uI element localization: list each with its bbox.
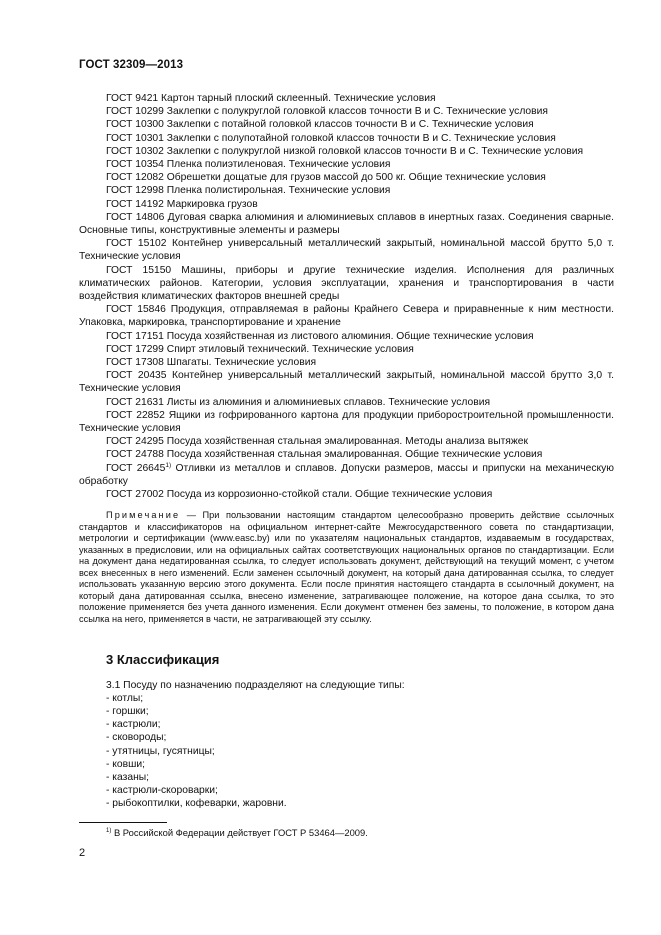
reference-item (79, 132, 614, 145)
reference-code: ГОСТ 15150 (106, 264, 172, 276)
list-item: - ковши; (106, 758, 145, 770)
reference-item (79, 171, 614, 184)
reference-code: ГОСТ 22852 (106, 409, 165, 421)
reference-code: ГОСТ 10300 (106, 119, 164, 131)
reference-item (79, 396, 614, 409)
footnote (106, 827, 368, 838)
reference-item (79, 118, 614, 131)
list-item: - кастрюли; (106, 719, 161, 731)
page-number: 2 (79, 847, 86, 859)
reference-title: Пленка полистирольная. Технические условия (166, 185, 391, 197)
reference-item (79, 237, 614, 263)
reference-item (79, 145, 614, 158)
list-item: - сковороды; (106, 732, 167, 744)
reference-title: Заклепки с полупотайной головкой классов точности В и С. Технические условия (166, 132, 556, 144)
document-header: ГОСТ 32309—2013 (79, 59, 184, 71)
reference-code: ГОСТ 26645 (106, 462, 166, 474)
list-item: - утятницы, гусятницы; (106, 745, 215, 757)
reference-code: ГОСТ 24295 (106, 436, 164, 448)
reference-item (79, 448, 614, 461)
reference-code: ГОСТ 9421 (106, 93, 159, 104)
note-paragraph (79, 510, 614, 625)
reference-title: Посуда хозяйственная стальная эмалированная. Общие технические условия (166, 449, 543, 461)
reference-code: ГОСТ 15846 (106, 304, 166, 316)
reference-code: ГОСТ 20435 (106, 370, 167, 382)
reference-title: Листы из алюминия и алюминиевых сплавов. Технические условия (166, 396, 491, 408)
reference-code: ГОСТ 10299 (106, 106, 164, 118)
reference-title: Посуда из коррозионно-стойкой стали. Общие технические условия (166, 489, 493, 501)
reference-code: ГОСТ 10302 (106, 145, 164, 157)
note-label: Примечание (106, 510, 181, 521)
reference-item (79, 343, 614, 356)
reference-code: ГОСТ 24788 (106, 449, 164, 461)
reference-code: ГОСТ 10354 (106, 159, 164, 171)
reference-code: ГОСТ 27002 (106, 489, 164, 501)
reference-title: Контейнер универсальный металлический закрытый, номинальной массой брутто 3,0 т. Технические условия (79, 370, 614, 395)
list-item: - казаны; (106, 771, 150, 783)
reference-code: ГОСТ 12998 (106, 185, 164, 197)
reference-title: Маркировка грузов (166, 198, 258, 210)
reference-item (79, 488, 614, 501)
reference-code: ГОСТ 12082 (106, 172, 164, 184)
list-item: - кастрюли-скороварки; (106, 785, 218, 797)
reference-title: Посуда хозяйственная стальная эмалированная. Методы анализа вытяжек (166, 436, 529, 448)
document-body (79, 92, 614, 811)
reference-item (79, 409, 614, 435)
footnote-divider (79, 822, 167, 823)
reference-code: ГОСТ 17151 (106, 330, 164, 342)
reference-item (79, 303, 614, 329)
reference-item (79, 330, 614, 343)
reference-item (79, 158, 614, 171)
reference-item (79, 369, 614, 395)
reference-code: ГОСТ 10301 (106, 132, 164, 144)
note-text: — При пользовании настоящим стандартом целесообразно проверить действие ссылочных стандартов и классификаторов на официальном интернет-сайте Межгосударственного совета по стандартизации, метрологии и сертификации (www.easc.by) или по указателям национальных стандартов, издаваемым в государствах, указанных в предисловии, или на официальных сайтах соответствующих национальных органов по стандартизации. Если на документ дана недатированная ссылка, то следует использовать документ, действующий на текущий момент, с учетом всех внесенных в него изменений. Если заменен ссылочный документ, на который дана датированная ссылка, то следует использовать указанную версию этого документа. Если после принятия настоящего стандарта в ссылочный документ, на который дана датированная ссылка, внесено изменение, затрагивающее положение, на которое дана ссылка, то это положение применяется без учета данного изменения. Если документ отменен без замены, то положение, в котором дана ссылка на него, применяется в части, не затрагивающей эту ссылку. (79, 510, 614, 624)
reference-item (79, 105, 614, 118)
reference-item (79, 462, 614, 488)
normative-references-list (79, 92, 614, 501)
reference-item (79, 211, 614, 237)
reference-code: ГОСТ 14192 (106, 198, 164, 210)
reference-item (79, 356, 614, 369)
reference-item (79, 92, 614, 105)
list-item: - горшки; (106, 705, 149, 717)
reference-code: ГОСТ 21631 (106, 396, 164, 408)
reference-title: Заклепки с потайной головкой классов точности В и С. Технические условия (166, 119, 534, 131)
reference-title: Посуда хозяйственная из листового алюминия. Общие технические условия (166, 330, 534, 342)
reference-title: Шпагаты. Технические условия (166, 357, 317, 369)
reference-title: Дуговая сварка алюминия и алюминиевых сплавов в инертных газах. Соединения сварные. Основные типы, конструктивные элементы и размеры (79, 211, 614, 237)
reference-code: ГОСТ 17308 (106, 357, 164, 369)
reference-item (79, 264, 614, 304)
reference-title: Продукция, отправляемая в районы Крайнего Севера и приравненные к ним местности. Упаковка, маркировка, транспортирование и хранение (79, 304, 614, 329)
footnote-text: В Российской Федерации действует ГОСТ Р 53464—2009. (113, 827, 368, 838)
list-item: - рыбокоптилки, кофеварки, жаровни. (106, 798, 287, 810)
reference-title: Отливки из металлов и сплавов. Допуски размеров, массы и припуски на механическую обработку (79, 462, 614, 487)
footnote-ref-mark: 1) (165, 461, 172, 469)
reference-item (79, 435, 614, 448)
reference-title: Заклепки с полукруглой низкой головкой классов точности В и С. Технические условия (166, 145, 584, 157)
reference-title: Заклепки с полукруглой головкой классов точности В и С. Технические условия (166, 106, 548, 118)
reference-item (79, 198, 614, 211)
reference-code: ГОСТ 14806 (106, 211, 165, 223)
footnote-mark: 1) (106, 828, 112, 834)
reference-title: Контейнер универсальный металлический закрытый, номинальной массой брутто 5,0 т. Технические условия (79, 238, 614, 263)
reference-code: ГОСТ 15102 (106, 238, 167, 250)
reference-title: Картон тарный плоский склеенный. Технические условия (161, 93, 436, 104)
reference-title: Ящики из гофрированного картона для продукции приборостроительной промышленности. Технические условия (79, 409, 614, 435)
section-intro: 3.1 Посуду по назначению подразделяют на следующие типы: (106, 679, 405, 691)
reference-item (79, 184, 614, 197)
list-item: - котлы; (106, 692, 144, 704)
reference-title: Машины, приборы и другие технические изделия. Исполнения для различных климатических районов. Категории, условия эксплуатации, хранения и транспортирования в части воздействия климатических факторов внешней среды (79, 264, 614, 303)
reference-title: Обрешетки дощатые для грузов массой до 500 кг. Общие технические условия (166, 172, 546, 184)
reference-title: Пленка полиэтиленовая. Технические условия (166, 159, 391, 171)
cookware-types-list (106, 692, 614, 811)
reference-title: Спирт этиловый технический. Технические условия (166, 343, 414, 355)
section-title: 3 Классификация (106, 652, 220, 668)
reference-code: ГОСТ 17299 (106, 343, 164, 355)
